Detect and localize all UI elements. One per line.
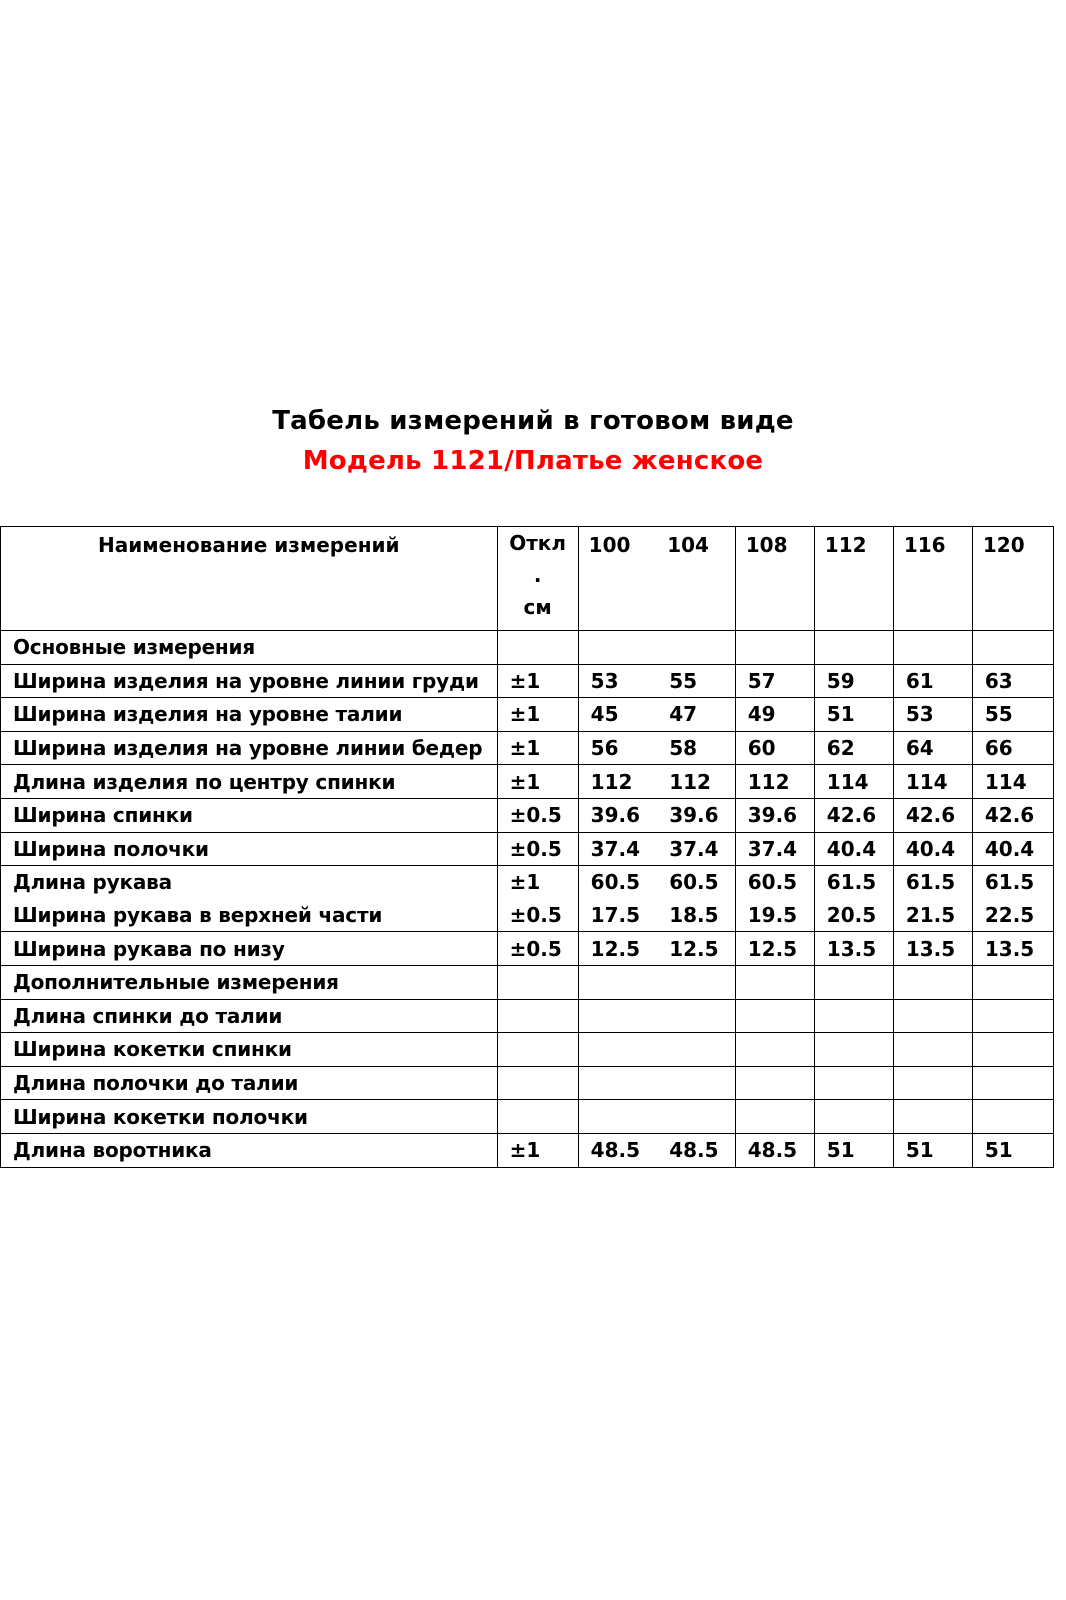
size-value-cell: 40.4	[814, 832, 893, 866]
size-value-cell: 37.4	[578, 832, 657, 866]
size-value-cell: 42.6	[972, 798, 1053, 832]
size-value-cell: 39.6	[578, 798, 657, 832]
size-value-cell	[893, 999, 972, 1033]
size-value-cell: 114	[893, 765, 972, 799]
size-value-cell: 12.5	[657, 932, 735, 966]
size-value-cell	[972, 1100, 1053, 1134]
header-tolerance-line: .	[533, 563, 542, 587]
size-value-cell	[893, 1033, 972, 1067]
size-value-cell: 40.4	[972, 832, 1053, 866]
size-value-cell: 60.5	[578, 866, 657, 899]
header-tolerance-line: Откл	[509, 531, 567, 555]
size-value-cell: 55	[972, 698, 1053, 732]
table-row	[1, 1033, 1054, 1067]
size-value-cell: 114	[972, 765, 1053, 799]
size-value-cell: 13.5	[893, 932, 972, 966]
size-value-cell	[657, 1100, 735, 1134]
size-value-cell: 48.5	[735, 1133, 814, 1167]
tolerance-cell: ±1	[497, 866, 578, 899]
header-size-cell: 116	[893, 527, 972, 631]
size-value-cell: 112	[578, 765, 657, 799]
size-value-cell: 66	[972, 731, 1053, 765]
size-value-cell	[972, 631, 1053, 665]
size-value-cell	[735, 631, 814, 665]
size-value-cell: 63	[972, 664, 1053, 698]
size-value-cell: 61.5	[972, 866, 1053, 899]
size-value-cell: 55	[657, 664, 735, 698]
measurement-name-cell: Ширина изделия на уровне линии груди	[1, 664, 498, 698]
size-value-cell: 18.5	[657, 899, 735, 932]
measurement-name-cell: Основные измерения	[1, 631, 498, 665]
size-value-cell: 49	[735, 698, 814, 732]
tolerance-cell: ±1	[497, 664, 578, 698]
measurement-name-cell: Ширина изделия на уровне линии бедер	[1, 731, 498, 765]
size-value-cell: 39.6	[735, 798, 814, 832]
size-value-cell	[735, 999, 814, 1033]
measurement-name-cell: Ширина кокетки спинки	[1, 1033, 498, 1067]
tolerance-cell	[497, 1066, 578, 1100]
size-value-cell: 64	[893, 731, 972, 765]
tolerance-cell	[497, 1100, 578, 1134]
table-row	[1, 765, 1054, 799]
table-row	[1, 631, 1054, 665]
size-value-cell: 19.5	[735, 899, 814, 932]
size-value-cell	[972, 1033, 1053, 1067]
header-size-cell: 120	[972, 527, 1053, 631]
measurement-name-cell: Дополнительные измерения	[1, 965, 498, 999]
tolerance-cell	[497, 1033, 578, 1067]
size-value-cell	[735, 965, 814, 999]
size-value-cell: 114	[814, 765, 893, 799]
table-row	[1, 1100, 1054, 1134]
size-value-cell: 48.5	[578, 1133, 657, 1167]
tolerance-cell: ±0.5	[497, 798, 578, 832]
size-value-cell	[578, 1033, 657, 1067]
table-row	[1, 1066, 1054, 1100]
size-value-cell: 13.5	[972, 932, 1053, 966]
tolerance-cell	[497, 631, 578, 665]
header-size-cell: 104	[657, 527, 735, 631]
size-value-cell	[578, 631, 657, 665]
table-row	[1, 999, 1054, 1033]
size-value-cell: 37.4	[657, 832, 735, 866]
size-value-cell: 53	[578, 664, 657, 698]
table-row	[1, 866, 1054, 899]
size-value-cell: 12.5	[578, 932, 657, 966]
measurement-name-cell: Ширина изделия на уровне талии	[1, 698, 498, 732]
measurement-name-cell: Ширина полочки	[1, 832, 498, 866]
size-value-cell	[814, 1100, 893, 1134]
size-value-cell: 62	[814, 731, 893, 765]
size-value-cell: 37.4	[735, 832, 814, 866]
size-value-cell: 57	[735, 664, 814, 698]
header-size-cell: 100	[578, 527, 657, 631]
measurement-name-cell: Ширина спинки	[1, 798, 498, 832]
table-row	[1, 1133, 1054, 1167]
header-size-cell: 112	[814, 527, 893, 631]
size-value-cell	[735, 1033, 814, 1067]
table-row	[1, 731, 1054, 765]
tolerance-cell: ±1	[497, 698, 578, 732]
size-value-cell	[578, 999, 657, 1033]
size-value-cell: 112	[735, 765, 814, 799]
size-value-cell	[735, 1100, 814, 1134]
size-value-cell	[814, 631, 893, 665]
size-value-cell: 58	[657, 731, 735, 765]
size-value-cell	[893, 1100, 972, 1134]
size-value-cell	[814, 1033, 893, 1067]
size-value-cell: 53	[893, 698, 972, 732]
size-value-cell: 21.5	[893, 899, 972, 932]
measurement-name-cell: Ширина рукава по низу	[1, 932, 498, 966]
table-row	[1, 698, 1054, 732]
table-row	[1, 965, 1054, 999]
table-row	[1, 798, 1054, 832]
size-value-cell: 42.6	[814, 798, 893, 832]
size-value-cell: 60.5	[735, 866, 814, 899]
table-row	[1, 932, 1054, 966]
tolerance-cell: ±1	[497, 731, 578, 765]
size-value-cell: 61.5	[814, 866, 893, 899]
size-value-cell	[972, 999, 1053, 1033]
measurement-name-cell: Ширина рукава в верхней части	[1, 899, 498, 932]
size-value-cell: 39.6	[657, 798, 735, 832]
size-value-cell: 56	[578, 731, 657, 765]
tolerance-cell: ±1	[497, 765, 578, 799]
size-value-cell: 20.5	[814, 899, 893, 932]
size-value-cell: 45	[578, 698, 657, 732]
size-value-cell: 13.5	[814, 932, 893, 966]
size-value-cell: 51	[814, 1133, 893, 1167]
size-value-cell	[814, 1066, 893, 1100]
size-value-cell	[578, 1066, 657, 1100]
size-value-cell	[893, 1066, 972, 1100]
size-value-cell	[578, 965, 657, 999]
measurement-name-cell: Ширина кокетки полочки	[1, 1100, 498, 1134]
size-value-cell: 51	[893, 1133, 972, 1167]
measurement-name-cell: Длина рукава	[1, 866, 498, 899]
size-value-cell	[657, 1033, 735, 1067]
table-row	[1, 899, 1054, 932]
table-row	[1, 664, 1054, 698]
size-value-cell: 60	[735, 731, 814, 765]
size-value-cell	[657, 999, 735, 1033]
size-value-cell	[893, 631, 972, 665]
tolerance-cell	[497, 965, 578, 999]
header-tolerance-cell	[497, 527, 578, 631]
size-value-cell	[814, 965, 893, 999]
document-title: Табель измерений в готовом виде	[272, 406, 794, 436]
tolerance-cell: ±0.5	[497, 832, 578, 866]
size-value-cell: 51	[972, 1133, 1053, 1167]
measurement-name-cell: Длина полочки до талии	[1, 1066, 498, 1100]
header-name-cell: Наименование измерений	[1, 527, 498, 631]
size-value-cell	[814, 999, 893, 1033]
size-value-cell	[972, 965, 1053, 999]
size-value-cell	[657, 631, 735, 665]
size-value-cell	[578, 1100, 657, 1134]
size-value-cell: 40.4	[893, 832, 972, 866]
size-value-cell: 61.5	[893, 866, 972, 899]
tolerance-cell: ±1	[497, 1133, 578, 1167]
table-header-row	[1, 527, 1054, 631]
header-size-cell: 108	[735, 527, 814, 631]
size-value-cell: 48.5	[657, 1133, 735, 1167]
size-value-cell	[657, 1066, 735, 1100]
size-value-cell: 17.5	[578, 899, 657, 932]
size-value-cell: 42.6	[893, 798, 972, 832]
measurement-name-cell: Длина спинки до талии	[1, 999, 498, 1033]
tolerance-cell: ±0.5	[497, 932, 578, 966]
table-row	[1, 832, 1054, 866]
size-value-cell: 112	[657, 765, 735, 799]
size-value-cell: 59	[814, 664, 893, 698]
size-value-cell: 60.5	[657, 866, 735, 899]
size-value-cell: 47	[657, 698, 735, 732]
size-value-cell: 51	[814, 698, 893, 732]
header-tolerance-line: см	[523, 595, 552, 619]
measurements-table	[0, 526, 1054, 1168]
size-value-cell	[893, 965, 972, 999]
size-value-cell: 22.5	[972, 899, 1053, 932]
size-value-cell	[735, 1066, 814, 1100]
measurement-name-cell: Длина изделия по центру спинки	[1, 765, 498, 799]
tolerance-cell	[497, 999, 578, 1033]
size-value-cell	[657, 965, 735, 999]
size-value-cell	[972, 1066, 1053, 1100]
size-value-cell: 61	[893, 664, 972, 698]
tolerance-cell: ±0.5	[497, 899, 578, 932]
model-subtitle: Модель 1121/Платье женское	[302, 446, 764, 476]
size-value-cell: 12.5	[735, 932, 814, 966]
measurement-name-cell: Длина воротника	[1, 1133, 498, 1167]
